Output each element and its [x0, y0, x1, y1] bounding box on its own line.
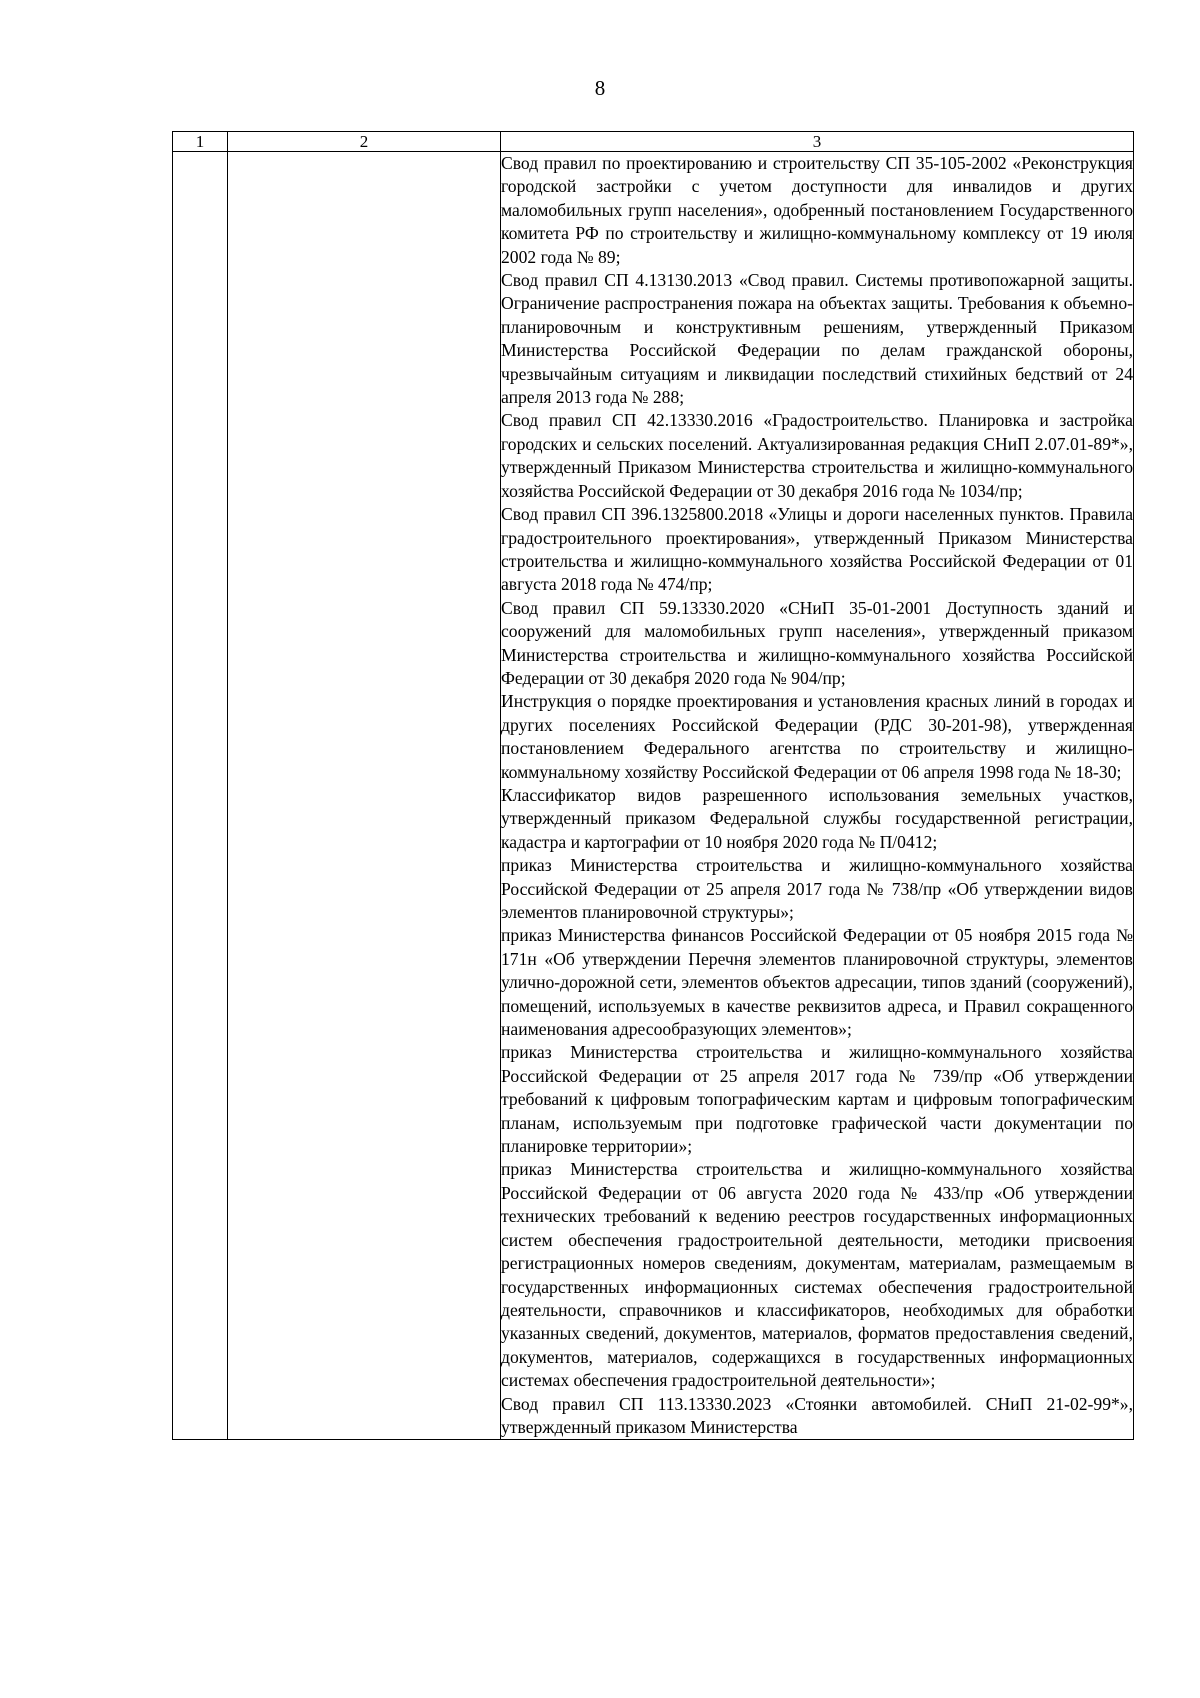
- column-header-3: 3: [501, 132, 1134, 152]
- column-header-1: 1: [173, 132, 228, 152]
- regulation-entry: Инструкция о порядке проектирования и установления красных линий в городах и других поселениях Российской Федерации (РДС 30-201-98), утвержденная постановлением Федерального агентства по строительству и жилищно-коммунальному хозяйству Российской Федерации от 06 апреля 1998 года № 18-30;: [501, 691, 1133, 782]
- regulation-entry: приказ Министерства финансов Российской Федерации от 05 ноября 2015 года № 171н «Об утверждении Перечня элементов планировочной структуры, элементов улично-дорожной сети, элементов объектов адресации, типов зданий (сооружений), помещений, используемых в качестве реквизитов адреса, и Правил сокращенного наименования адресообразующих элементов»;: [501, 925, 1133, 1040]
- table-header-row: [173, 132, 1134, 152]
- regulation-entry: приказ Министерства строительства и жилищно-коммунального хозяйства Российской Федерации от 25 апреля 2017 года № 738/пр «Об утверждении видов элементов планировочной структуры»;: [501, 855, 1133, 922]
- regulation-entry: приказ Министерства строительства и жилищно-коммунального хозяйства Российской Федерации от 06 августа 2020 года № 433/пр «Об утверждении технических требований к ведению реестров государственных информационных систем обеспечения градостроительной деятельности, методики присвоения регистрационных номеров сведениям, документам, материалам, размещаемым в государственных информационных системах обеспечения градостроительной деятельности, справочников и классификаторов, необходимых для обработки указанных сведений, документов, материалов, форматов предоставления сведений, документов, материалов, содержащихся в государственных информационных системах обеспечения градостроительной деятельности»;: [501, 1159, 1133, 1391]
- page-number: 8: [594, 76, 606, 100]
- regulation-entry: Классификатор видов разрешенного использования земельных участков, утвержденный приказом Федеральной службы государственной регистрации, кадастра и картографии от 10 ноября 2020 года № П/0412;: [501, 784, 1133, 852]
- regulation-entry: Свод правил СП 4.13130.2013 «Свод правил. Системы противопожарной защиты. Ограничение распространения пожара на объектах защиты. Требования к объемно-планировочным и конструктивным решениям, утвержденный Приказом Министерства Российской Федерации по делам гражданской обороны, чрезвычайным ситуациям и ликвидации последствий стихийных бедствий от 24 апреля 2013 года № 288;: [501, 270, 1133, 408]
- regulation-entry: Свод правил СП 42.13330.2016 «Градостроительство. Планировка и застройка городских и сельских поселений. Актуализированная редакция СНиП 2.07.01-89*», утвержденный Приказом Министерства строительства и жилищно-коммунального хозяйства Российской Федерации от 30 декабря 2016 года № 1034/пр;: [501, 410, 1133, 501]
- regulation-entry: Свод правил СП 59.13330.2020 «СНиП 35-01-2001 Доступность зданий и сооружений для маломобильных групп населения», утвержденный приказом Министерства строительства и жилищно-коммунального хозяйства Российской Федерации от 30 декабря 2020 года № 904/пр;: [501, 597, 1133, 688]
- cell-col-3: [501, 152, 1134, 1440]
- regulation-entry: Свод правил СП 396.1325800.2018 «Улицы и дороги населенных пунктов. Правила градостроительного проектирования», утвержденный Приказом Министерства строительства и жилищно-коммунального хозяйства Российской Федерации от 01 августа 2018 года № 474/пр;: [501, 504, 1133, 595]
- cell-col-2: [228, 152, 501, 1440]
- regulation-entry: Свод правил по проектированию и строительству СП 35-105-2002 «Реконструкция городской застройки с учетом доступности для инвалидов и других маломобильных групп населения», одобренный постановлением Государственного комитета РФ по строительству и жилищно-коммунальному комплексу от 19 июля 2002 года № 89;: [501, 153, 1133, 267]
- regulation-entry: Свод правил СП 113.13330.2023 «Стоянки автомобилей. СНиП 21-02-99*», утвержденный приказом Министерства: [501, 1393, 1133, 1437]
- cell-col-1: [173, 152, 228, 1440]
- column-header-2: 2: [228, 132, 501, 152]
- table-row: [173, 152, 1134, 1440]
- regulation-entry: приказ Министерства строительства и жилищно-коммунального хозяйства Российской Федерации от 25 апреля 2017 года № 739/пр «Об утверждении требований к цифровым топографическим картам и цифровым топографическим планам, используемым при подготовке графической части документации по планировке территории»;: [501, 1042, 1133, 1157]
- regulations-table: [172, 131, 1134, 1440]
